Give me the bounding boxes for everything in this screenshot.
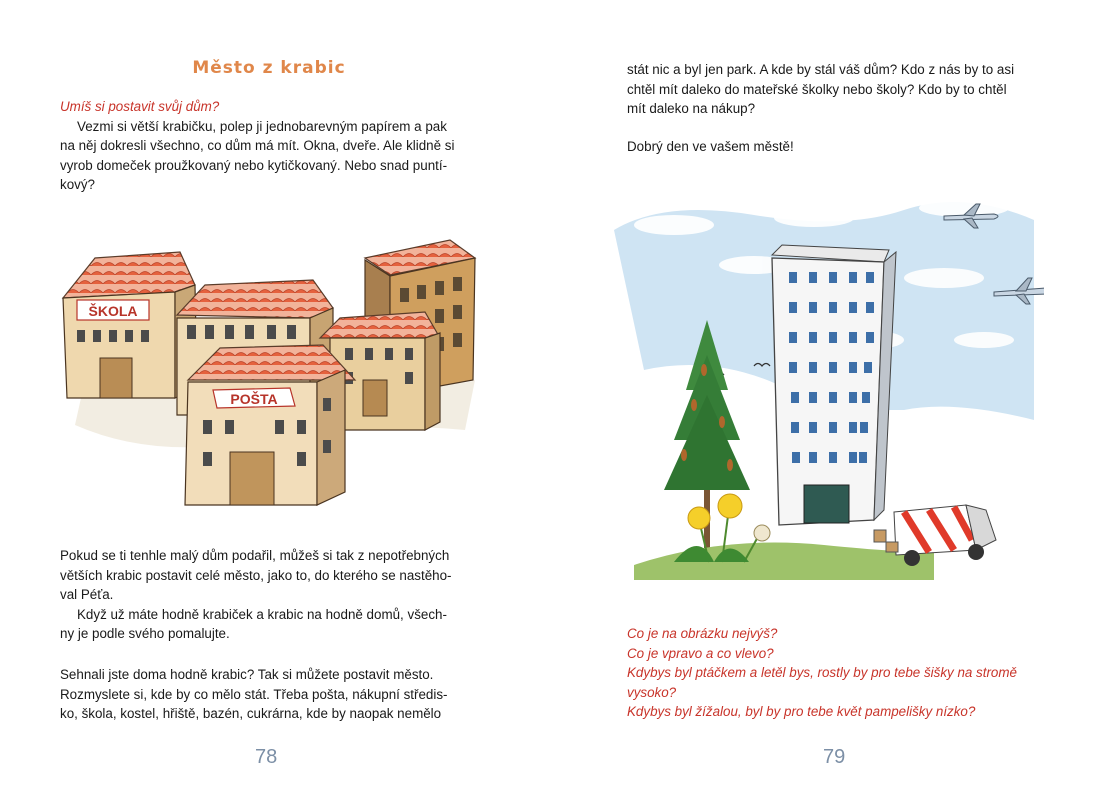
text-line: ny je podle svého pomalujte. — [60, 626, 230, 642]
intro-line: na něj dokresli všechno, co dům má mít. Okna, dveře. Ale klidně si — [60, 138, 455, 154]
text-line: chtěl mít daleko do mateřské školky nebo školy? Kdo by to chtěl — [627, 81, 1007, 97]
text-line: Pokud se ti tenhle malý dům podařil, můžeš si tak z nepotřebných — [60, 548, 450, 563]
text-line: větších krabic postavit celé město, jako to, do kterého se nastěho- — [60, 567, 452, 583]
right-page — [552, 0, 1103, 800]
questions-block — [627, 624, 1057, 722]
page-title: Město z krabic — [192, 58, 346, 78]
city-illustration — [604, 190, 1044, 590]
intro-question: Umíš si postavit svůj dům? — [60, 99, 220, 114]
greeting: Dobrý den ve vašem městě! — [627, 139, 794, 154]
left-page — [0, 0, 550, 800]
paragraph-4 — [60, 665, 478, 724]
intro-line: Vezmi si větší krabičku, polep ji jednobarevným papírem a pak — [77, 118, 447, 134]
text-line: Když už máte hodně krabiček a krabic na hodně domů, všech- — [77, 606, 447, 622]
question-line: Kdybys byl žížalou, byl by pro tebe květ pampelišky nízko? — [627, 704, 976, 720]
intro-line: vyrob domeček proužkovaný nebo kytičkovaný. Nebo snad puntí- — [60, 157, 448, 173]
text-line: Rozmyslete si, kde by co mělo stát. Třeba pošta, nákupní středis- — [60, 686, 448, 702]
page-number-right: 79 — [823, 746, 846, 768]
text-line: Sehnali jste doma hodně krabic? Tak si můžete postavit město. — [60, 667, 434, 682]
question-line: Co je na obrázku nejvýš? — [627, 626, 778, 641]
houses-illustration — [55, 230, 485, 515]
question-line: Kdybys byl ptáčkem a letěl bys, rostly by pro tebe šišky na stromě — [627, 665, 1017, 681]
intro-block — [60, 97, 478, 195]
post-office-house — [185, 345, 355, 505]
post-sign: POŠTA — [230, 391, 278, 407]
intro-line: kový? — [60, 177, 95, 193]
question-line: vysoko? — [627, 684, 677, 700]
page-number-left: 78 — [255, 746, 278, 768]
text-line: mít daleko na nákup? — [627, 101, 756, 117]
right-top-text — [627, 60, 1047, 119]
paragraph-2 — [60, 546, 478, 644]
question-line: Co je vpravo a co vlevo? — [627, 645, 774, 661]
text-line: val Péťa. — [60, 587, 114, 603]
text-line: stát nic a byl jen park. A kde by stál váš dům? Kdo z nás by to asi — [627, 62, 1015, 77]
high-rise-building — [772, 245, 896, 525]
school-sign: ŠKOLA — [88, 303, 138, 319]
text-line: ko, škola, kostel, hřiště, bazén, cukrárna, kde by naopak nemělo — [60, 706, 442, 722]
